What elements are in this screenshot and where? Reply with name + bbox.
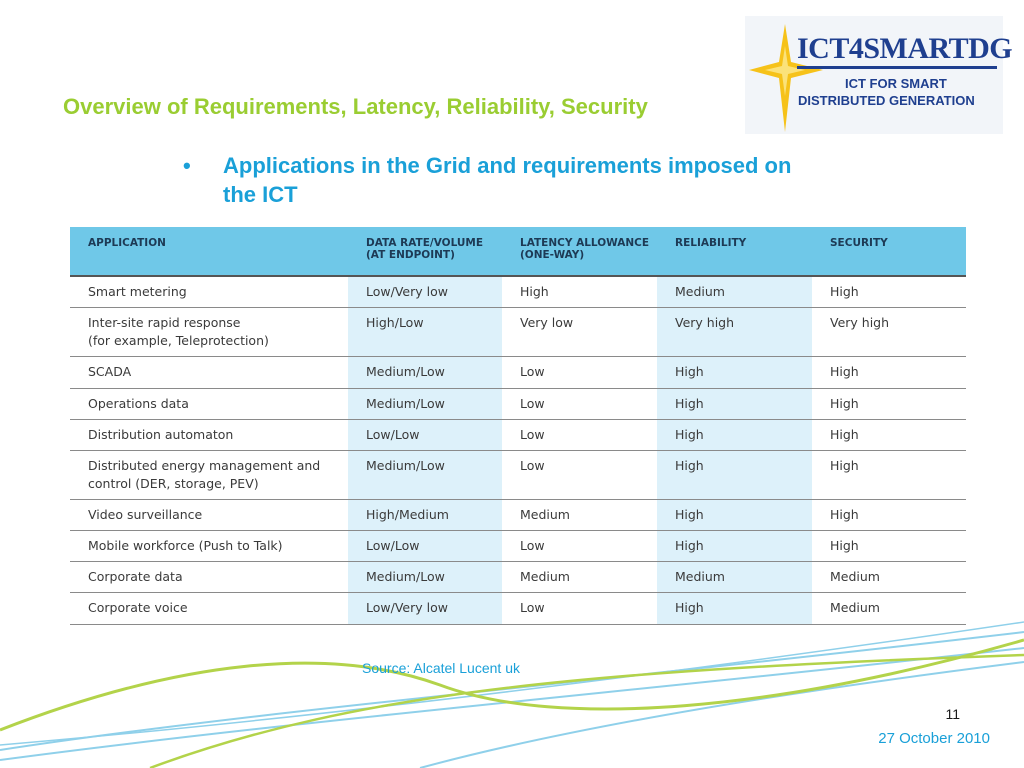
cell-latency: Low bbox=[502, 593, 657, 624]
cell-security: High bbox=[812, 419, 966, 450]
cell-reliability: Medium bbox=[657, 276, 812, 308]
table-header bbox=[70, 227, 966, 276]
logo-tagline-1: ICT FOR SMART bbox=[845, 76, 947, 91]
cell-data-rate: Low/Very low bbox=[348, 276, 502, 308]
cell-application: SCADA bbox=[70, 357, 348, 388]
source-note: Source: Alcatel Lucent uk bbox=[362, 660, 520, 676]
cell-latency: Medium bbox=[502, 500, 657, 531]
cell-application: Corporate voice bbox=[70, 593, 348, 624]
cell-data-rate: Medium/Low bbox=[348, 450, 502, 499]
cell-application: Distribution automaton bbox=[70, 419, 348, 450]
table-header-row bbox=[70, 227, 966, 276]
cell-application: Mobile workforce (Push to Talk) bbox=[70, 531, 348, 562]
cell-security: Very high bbox=[812, 308, 966, 357]
cell-security: High bbox=[812, 388, 966, 419]
slide-date: 27 October 2010 bbox=[878, 730, 990, 747]
cell-reliability: High bbox=[657, 419, 812, 450]
cell-application: Corporate data bbox=[70, 562, 348, 593]
table-row bbox=[70, 308, 966, 357]
cell-reliability: Medium bbox=[657, 562, 812, 593]
cell-security: Medium bbox=[812, 593, 966, 624]
cell-reliability: High bbox=[657, 357, 812, 388]
cell-application: Smart metering bbox=[70, 276, 348, 308]
table-body bbox=[70, 276, 966, 624]
cell-data-rate: Low/Low bbox=[348, 419, 502, 450]
cell-reliability: High bbox=[657, 593, 812, 624]
cell-latency: Very low bbox=[502, 308, 657, 357]
cell-data-rate: Medium/Low bbox=[348, 388, 502, 419]
table-row bbox=[70, 500, 966, 531]
cell-data-rate: Low/Low bbox=[348, 531, 502, 562]
table-row bbox=[70, 276, 966, 308]
table-row bbox=[70, 562, 966, 593]
cell-security: High bbox=[812, 500, 966, 531]
cell-data-rate: Medium/Low bbox=[348, 562, 502, 593]
table-row bbox=[70, 388, 966, 419]
header-reliability: RELIABILITY bbox=[657, 227, 812, 276]
cell-latency: Low bbox=[502, 531, 657, 562]
header-security: SECURITY bbox=[812, 227, 966, 276]
bullet-marker: • bbox=[183, 153, 191, 178]
cell-application: Operations data bbox=[70, 388, 348, 419]
cell-latency: Low bbox=[502, 419, 657, 450]
bullet-point bbox=[183, 152, 823, 209]
decorative-waves bbox=[0, 600, 1024, 768]
cell-security: Medium bbox=[812, 562, 966, 593]
cell-reliability: Very high bbox=[657, 308, 812, 357]
logo-divider bbox=[797, 66, 997, 69]
cell-security: High bbox=[812, 531, 966, 562]
cell-reliability: High bbox=[657, 531, 812, 562]
table-row bbox=[70, 450, 966, 499]
table-row bbox=[70, 357, 966, 388]
cell-application: Video surveillance bbox=[70, 500, 348, 531]
cell-latency: Low bbox=[502, 388, 657, 419]
cell-data-rate: High/Medium bbox=[348, 500, 502, 531]
cell-security: High bbox=[812, 450, 966, 499]
cell-application: Inter-site rapid response (for example, Teleprotection) bbox=[70, 308, 348, 357]
bullet-text: Applications in the Grid and requirements imposed on the ICT bbox=[223, 153, 792, 207]
logo-wordmark: ICT4SMARTDG bbox=[797, 32, 1013, 65]
cell-application: Distributed energy management and control (DER, storage, PEV) bbox=[70, 450, 348, 499]
slide-title: Overview of Requirements, Latency, Reliability, Security bbox=[63, 94, 648, 119]
table-row bbox=[70, 419, 966, 450]
cell-latency: Low bbox=[502, 357, 657, 388]
cell-data-rate: Low/Very low bbox=[348, 593, 502, 624]
table-row bbox=[70, 531, 966, 562]
cell-latency: Low bbox=[502, 450, 657, 499]
cell-latency: High bbox=[502, 276, 657, 308]
logo-tagline-2: DISTRIBUTED GENERATION bbox=[798, 93, 975, 108]
cell-security: High bbox=[812, 357, 966, 388]
requirements-table bbox=[70, 227, 966, 625]
cell-data-rate: High/Low bbox=[348, 308, 502, 357]
ict4smartdg-logo bbox=[745, 16, 1013, 134]
page-number: 11 bbox=[945, 706, 960, 722]
cell-reliability: High bbox=[657, 450, 812, 499]
header-latency: LATENCY ALLOWANCE (ONE-WAY) bbox=[502, 227, 657, 276]
cell-reliability: High bbox=[657, 500, 812, 531]
cell-latency: Medium bbox=[502, 562, 657, 593]
header-application: APPLICATION bbox=[70, 227, 348, 276]
cell-reliability: High bbox=[657, 388, 812, 419]
header-data-rate: DATA RATE/VOLUME (AT ENDPOINT) bbox=[348, 227, 502, 276]
cell-data-rate: Medium/Low bbox=[348, 357, 502, 388]
cell-security: High bbox=[812, 276, 966, 308]
